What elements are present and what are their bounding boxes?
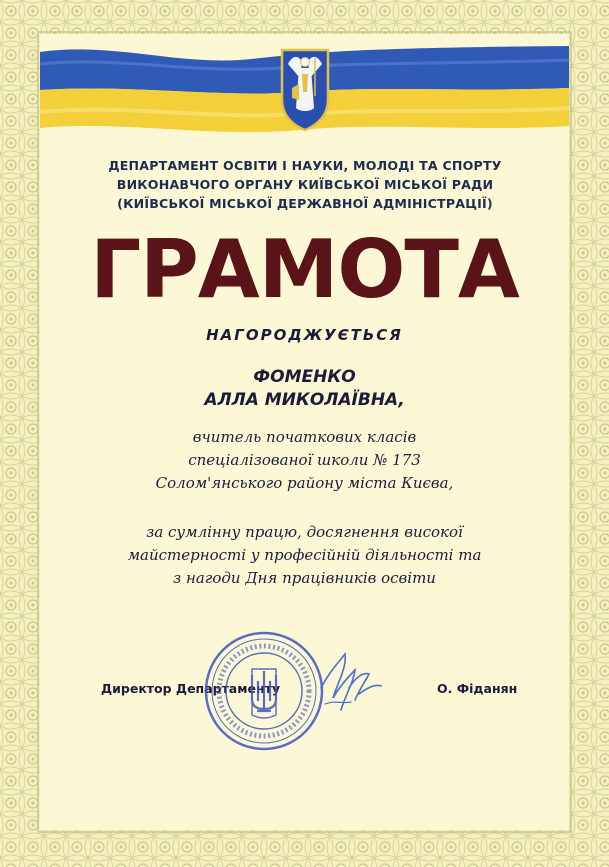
signatory-name: О. Фіданян — [437, 681, 518, 696]
signatory-title: Директор Департаменту — [101, 681, 280, 696]
position-line: спеціалізованої школи № 173 — [188, 451, 421, 469]
organization-line-1: ДЕПАРТАМЕНТ ОСВІТИ І НАУКИ, МОЛОДІ ТА СПОРТУ — [108, 158, 502, 173]
kyiv-emblem-icon — [280, 48, 330, 132]
recipient-name — [40, 366, 569, 412]
recipient-given-names: АЛЛА МИКОЛАЇВНА, — [204, 390, 405, 410]
organization-line-3: (КИЇВСЬКОЇ МІСЬКОЇ ДЕРЖАВНОЇ АДМІНІСТРАЦІЇ) — [117, 196, 493, 211]
recipient-position — [40, 426, 569, 495]
official-stamp-icon — [202, 629, 326, 753]
reason-line: майстерності у професійній діяльності та — [127, 546, 482, 564]
organization-line-2: ВИКОНАВЧОГО ОРГАНУ КИЇВСЬКОЇ МІСЬКОЇ РАДИ — [116, 177, 494, 192]
position-line: вчитель початкових класів — [192, 428, 417, 446]
awarded-label: НАГОРОДЖУЄТЬСЯ — [206, 326, 403, 344]
position-line: Солом'янського району міста Києва, — [155, 474, 454, 492]
reason-line: з нагоди Дня працівників освіти — [173, 569, 436, 587]
certificate-title: ГРАМОТА — [90, 223, 519, 316]
signature-icon — [315, 644, 385, 724]
award-reason — [40, 521, 569, 590]
organization-heading — [60, 156, 550, 213]
reason-line: за сумлінну працю, досягнення високої — [146, 523, 463, 541]
recipient-surname: ФОМЕНКО — [253, 367, 356, 387]
